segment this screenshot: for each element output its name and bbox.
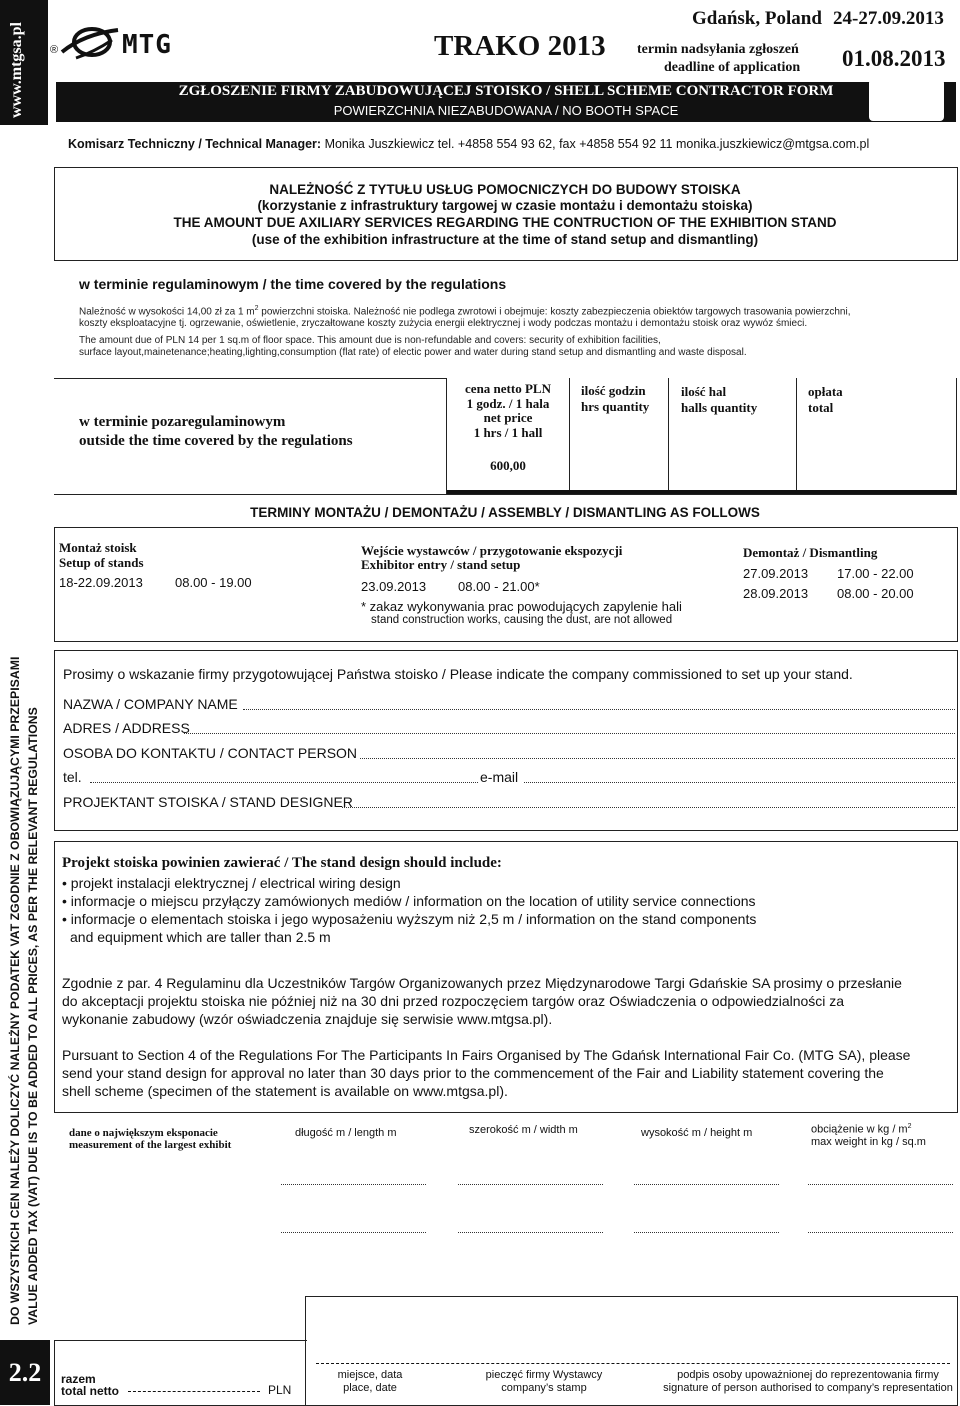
total-currency: PLN [268,1383,292,1397]
event-dates: 24-27.09.2013 [833,8,944,29]
weight-label [811,1121,926,1148]
price-header [447,382,569,440]
halls-header [681,384,757,416]
entry-title-en: Exhibitor entry / stand setup [361,557,521,572]
entry-hours: 08.00 - 21.00* [458,579,540,594]
design-en-line3: shell scheme (specimen of the statement is available on www.mtgsa.pl). [62,1083,508,1099]
company-address-label: ADRES / ADDRESS [63,720,190,736]
weight-field-2[interactable] [808,1232,953,1233]
signature-pl: podpis osoby upoważnionej do reprezentowania firmy [677,1369,939,1381]
dismantle-date-2: 28.09.2013 [743,586,809,601]
deadline-date: 01.08.2013 [842,46,946,71]
exhibit-label [69,1127,231,1151]
section-number: 2.2 [0,1340,50,1405]
form-title-banner: ZGŁOSZENIE FIRMY ZABUDOWUJĄCEJ STOISKO / SHELL SCHEME CONTRACTOR FORM [56,82,956,101]
halls-header-l2: halls quantity [681,400,758,415]
width-field-1[interactable] [458,1184,603,1185]
stamp-pl: pieczęć firmy Wystawcy [485,1369,603,1381]
designer-label: PROJEKTANT STOISKA / STAND DESIGNER [63,794,353,810]
form-id-box[interactable] [869,79,944,121]
regular-en-line2: surface layout,mainetenance;heating,lighting,consumption (flat rate) of electic power and water during stand setup and dismantling and waste disposal. [79,347,747,358]
registered-mark: ® [50,44,59,56]
tel-label: tel. [63,769,82,785]
length-field-1[interactable] [281,1184,426,1185]
total-amount-field[interactable] [128,1391,260,1392]
signature-dash-line [316,1363,950,1364]
contact-person-label: OSOBA DO KONTAKTU / CONTACT PERSON [63,745,358,761]
length-field-2[interactable] [281,1232,426,1233]
email-field[interactable] [524,782,955,783]
width-field-2[interactable] [458,1232,603,1233]
height-label: wysokość m / height m [641,1127,753,1139]
vat-note-en: VALUE ADDED TAX (VAT) DUE IS TO BE ADDED TO ALL PRICES, AS PER THE RELEVANT REGULATIONS [26,707,40,1325]
regular-pl-line2: koszty eksploatacyjne tj. ogrzewanie, oświetlenie, zryczałtowane koszty zużycia energii elektrycznej i wody podczas montażu i demontażu stoisk oraz wywóz śmieci. [79,318,808,329]
setup-dates: 18-22.09.2013 [59,575,143,590]
exhibit-label-pl: dane o największym eksponacie [69,1127,218,1139]
stamp-label [464,1369,624,1395]
overtime-divider-4 [796,378,797,494]
total-label-en: total netto [61,1384,119,1398]
fee-header-l1: opłata [808,384,843,399]
price-header-l4: 1 hrs / 1 hall [473,424,543,440]
overtime-bottom-bar [447,490,956,494]
dismantle-date-1: 27.09.2013 [743,566,809,581]
fee-subtitle-en: (use of the exhibition infrastructure at the time of stand setup and dismantling) [251,232,759,247]
width-label: szerokość m / width m [469,1124,578,1136]
design-item-3: • informacje o elementach stoiska i jego wyposażeniu wyższym niż 2,5 m / information on the stand components [62,911,757,927]
vat-note-pl: DO WSZYSTKICH CEN NALEŻY DOLICZYĆ NALEŻNY PODATEK VAT ZGODNIE Z OBOWIĄZUJĄCYMI PRZEPISAMI [8,656,22,1325]
halls-header-l1: ilość hal [681,384,727,399]
design-item-2: • informacje o miejscu przyłączy zamówionych mediów / information on the location of utility service connections [62,893,756,909]
entry-date: 23.09.2013 [361,579,427,594]
design-en-paragraph [62,1046,910,1100]
fee-title-pl: NALEŻNOŚĆ Z TYTUŁU USŁUG POMOCNICZYCH DO BUDOWY STOISKA [269,182,741,197]
price-value: 600,00 [490,458,526,473]
manager-label: Komisarz Techniczny / Technical Manager: [68,137,322,151]
deadline-label-en: deadline of application [664,60,801,75]
exhibit-label-en: measurement of the largest exhibit [69,1139,232,1151]
setup-hours: 08.00 - 19.00 [175,575,252,590]
regular-pl-line1a: Należność w wysokości 14,00 zł za 1 m [79,306,255,318]
overtime-divider-2 [569,378,570,494]
design-heading: Projekt stoiska powinien zawierać / The stand design should include: [62,855,502,871]
deadline-label-pl: termin nadsyłania zgłoszeń [637,42,799,57]
place-date-en: place, date [343,1382,397,1394]
signature-en: signature of person authorised to company’s representation [663,1382,953,1394]
hours-header-l2: hrs quantity [581,399,650,414]
logo-text: MTG [122,30,172,60]
design-item-2-text: informacje o miejscu przyłączy zamówionych mediów / information on the location of utility service connections [70,893,756,909]
overtime-label-en: outside the time covered by the regulations [79,433,353,449]
height-field-1[interactable] [634,1184,779,1185]
designer-field[interactable] [342,807,955,808]
sidebar-url-strip [0,0,48,125]
overtime-divider-3 [668,378,669,494]
weight-label-pl: obciążenie w kg / m [811,1123,908,1136]
schedule-heading: TERMINY MONTAŻU / DEMONTAŻU / ASSEMBLY / DISMANTLING AS FOLLOWS [250,505,760,520]
setup-title-pl: Montaż stoisk [59,540,137,555]
design-en-line1: Pursuant to Section 4 of the Regulations For The Participants In Fairs Organised by The Gdańsk International Fair Co. (MTG SA), please [62,1047,911,1063]
place-date-pl: miejsce, data [337,1369,403,1381]
fee-header [808,384,843,416]
email-label: e-mail [480,769,519,785]
price-header-l1: cena netto PLN [465,381,551,396]
entry-title-pl: Wejście wystawców / przygotowanie ekspozycji [361,543,623,558]
event-title: TRAKO 2013 [434,30,606,62]
event-location: Gdańsk, Poland [692,8,822,29]
website-url[interactable]: www.mtgsa.pl [8,21,25,118]
regular-en-line1: The amount due of PLN 14 per 1 sq.m of floor space. This amount due is non-refundable and covers: security of exhibition facilities, [79,335,661,346]
total-label-pl: razem [61,1372,96,1386]
form-subtitle-banner: POWIERZCHNIA NIEZABUDOWANA / NO BOOTH SPACE [56,101,956,122]
design-item-3-cont: and equipment which are taller than 2.5 m [70,929,331,945]
dismantle-title: Demontaż / Dismantling [743,545,878,560]
manager-contact: Monika Juszkiewicz tel. +4858 554 93 62, fax +4858 554 92 11 monika.juszkiewicz@mtgsa.com.pl [324,137,870,151]
height-field-2[interactable] [634,1232,779,1233]
fee-header-l2: total [808,400,834,415]
setup-title [59,540,144,570]
company-address-field[interactable] [184,733,955,734]
fee-subtitle-pl: (korzystanie z infrastruktury targowej w czasie montażu i demontażu stoiska) [257,198,753,213]
hours-header-l1: ilość godzin [581,383,646,398]
design-item-1: • projekt instalacji elektrycznej / electrical wiring design [62,875,401,891]
mtg-logo-icon [54,22,124,64]
signature-label [660,1369,956,1395]
regular-pl-line1b: powierzchni stoiska. Należność nie podlega zwrotowi i obejmuje: koszty zabezpieczenia obiektów targowych trasowania powierzchni, [258,306,851,318]
entry-note-pl: * zakaz wykonywania prac powodujących zapylenie hali [361,599,682,614]
fee-title-en: THE AMOUNT DUE AXILIARY SERVICES REGARDING THE CONTRUCTION OF THE EXHIBITION STAND [173,215,837,230]
company-name-label: NAZWA / COMPANY NAME [63,696,238,712]
design-pl-line1: Zgodnie z par. 4 Regulaminu dla Uczestników Targów Organizowanych przez Międzynarodowe Targi Gdańskie SA prosimy o przesłanie [62,975,902,991]
overtime-label-pl: w terminie pozaregulaminowym [79,414,286,430]
overtime-top-border [54,378,447,379]
tel-field[interactable] [90,782,478,783]
weight-field-1[interactable] [808,1184,953,1185]
dismantle-hours-2: 08.00 - 20.00 [837,586,914,601]
weight-sup: 2 [907,1123,912,1130]
design-pl-line2: do akceptacji projektu stoiska nie później niż na 30 dni przed rozpoczęciem targów oraz Oświadczenia o odpowiedzialności za [62,993,845,1009]
design-item-3-text: informacje o elementach stoiska i jego wyposażeniu wyższym niż 2,5 m / information on the stand components [70,911,757,927]
setup-title-en: Setup of stands [59,555,144,570]
hours-header [581,383,649,415]
company-name-field[interactable] [243,709,955,710]
design-pl-paragraph [62,974,902,1028]
m2-superscript: 2 [254,305,259,312]
company-prompt: Prosimy o wskazanie firmy przygotowującej Państwa stoisko / Please indicate the company commissioned to set up your stand. [63,666,853,682]
entry-title [361,544,622,572]
entry-note-en: stand construction works, causing the dust, are not allowed [371,614,673,626]
design-item-1-text: projekt instalacji elektrycznej / electrical wiring design [70,875,401,891]
weight-label-en: max weight in kg / sq.m [811,1135,926,1148]
price-header-l3: net price [483,410,533,425]
price-header-l2: 1 godz. / 1 hala [466,395,550,411]
place-date-label [320,1369,420,1395]
regular-terms-heading: w terminie regulaminowym / the time covered by the regulations [79,276,507,292]
length-label: długość m / length m [295,1127,397,1139]
dismantle-hours-1: 17.00 - 22.00 [837,566,914,581]
contact-person-field[interactable] [360,758,955,759]
design-en-line2: send your stand design for approval no later than 30 days prior to the commencement of the Fair and Liability statement covering the [62,1065,884,1081]
design-pl-line3: wykonanie zabudowy (wzór oświadczenia znajduje się serwisie www.mtgsa.pl). [62,1011,553,1027]
stamp-en: company’s stamp [501,1382,587,1394]
